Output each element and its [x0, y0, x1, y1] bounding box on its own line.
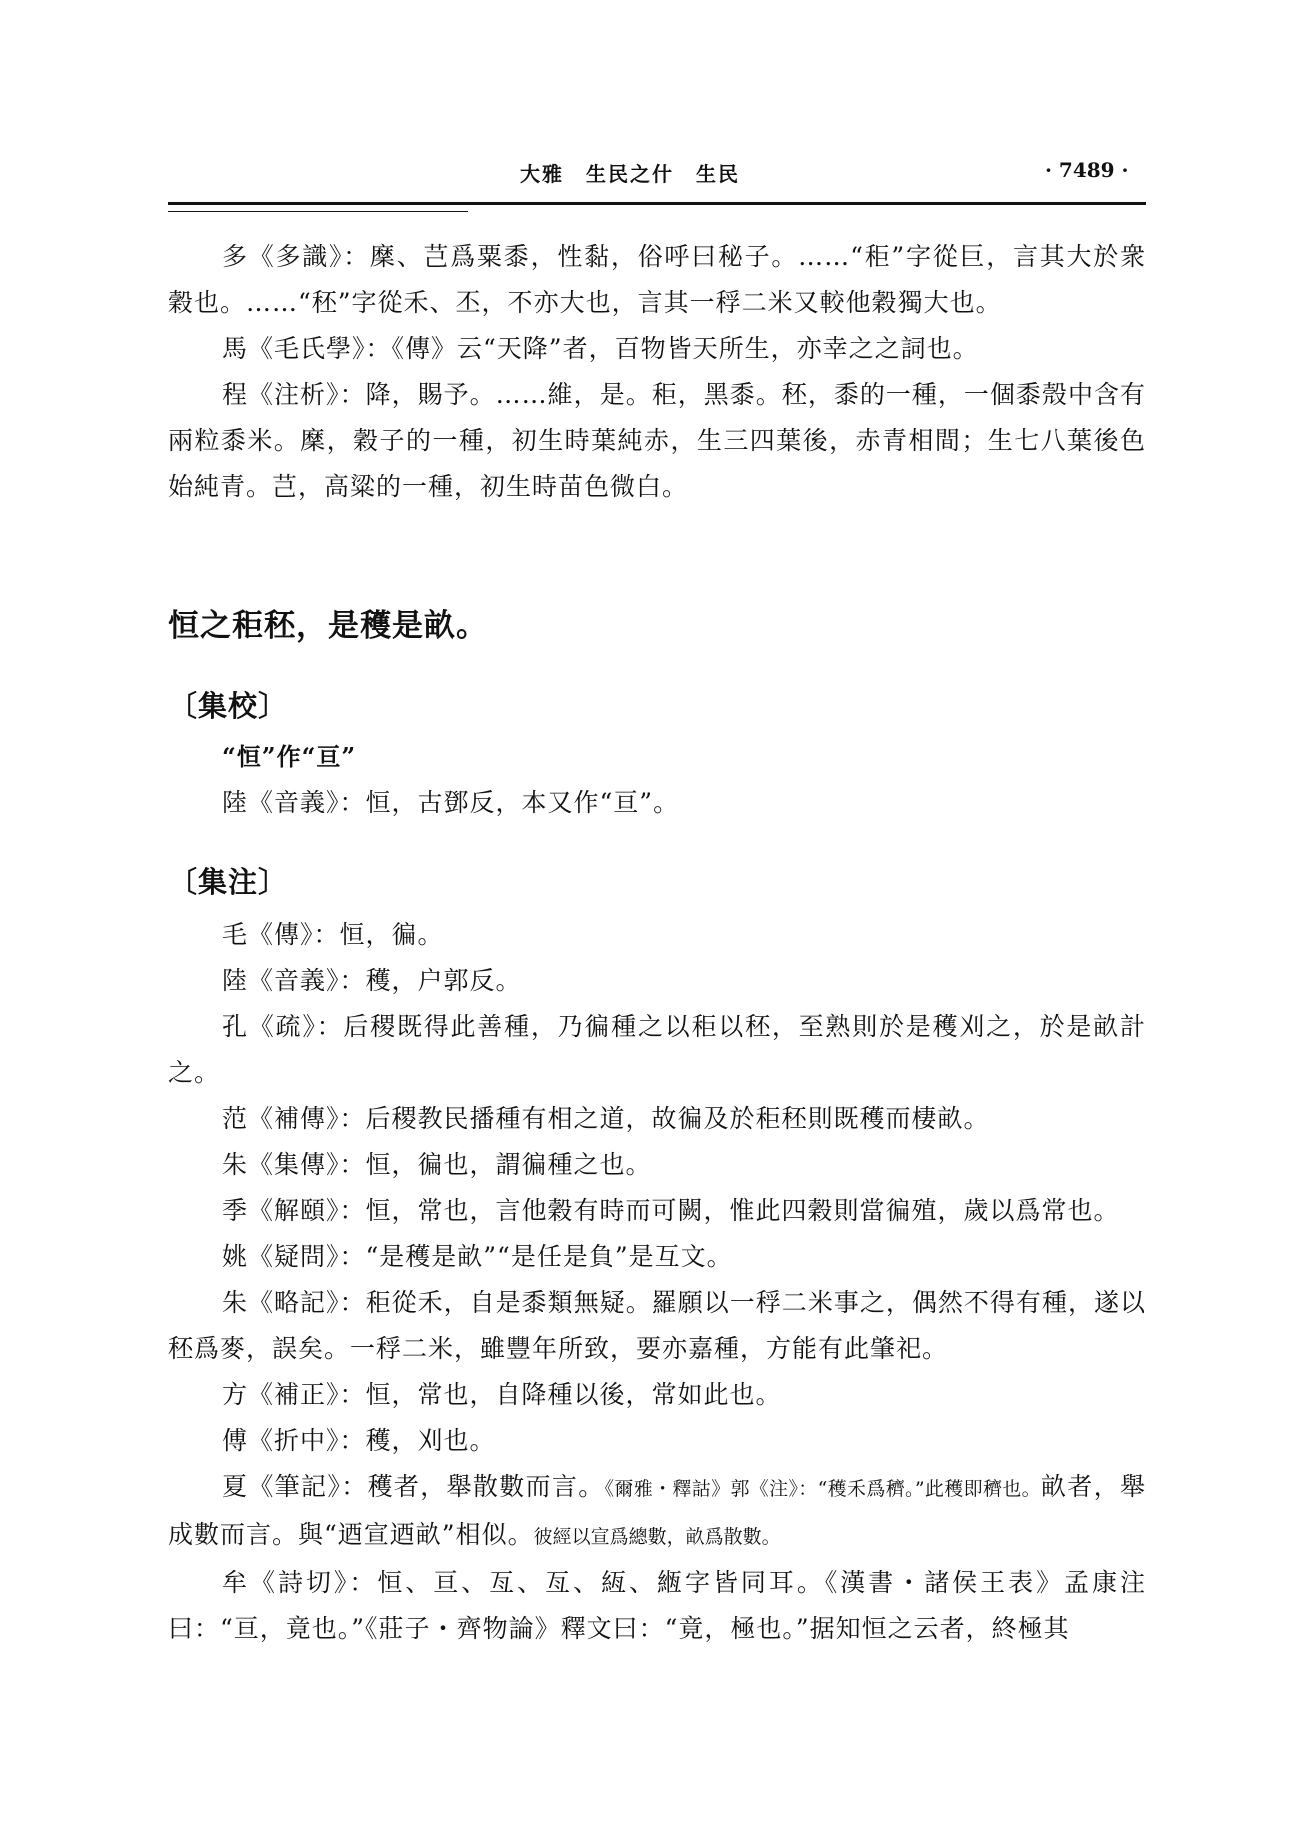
running-head: 大雅 生民之什 生民 — [520, 162, 740, 186]
commentary-paragraph-xia — [168, 1464, 1146, 1560]
commentary-paragraph: 姚《疑問》：“是穫是畝”“是任是負”是互文。 — [222, 1242, 733, 1271]
header-rule — [168, 202, 1146, 205]
commentary-paragraph: 馬《毛氏學》：《傳》云“天降”者，百物皆天所生，亦幸之之詞也。 — [222, 334, 979, 363]
commentary-paragraph: 方《補正》：恒，常也，自降種以後，常如此也。 — [222, 1380, 782, 1409]
verse-line — [168, 604, 1146, 648]
jiaoxiao-subhead: “恒”作“亘” — [222, 742, 357, 771]
commentary-paragraph: 朱《集傳》：恒，徧也，謂徧種之也。 — [222, 1150, 652, 1179]
header-rule-thin — [168, 211, 468, 212]
jiaoxiao-section — [168, 684, 1146, 826]
xia-note-b: 彼經以宣爲總數，畝爲散數。 — [533, 1526, 781, 1548]
commentary-paragraph: 程《注析》：降，賜予。……維，是。秬，黑黍。秠，黍的一種，一個黍殼中含有兩粒黍米。穈，穀子的一種，初生時葉純赤，生三四葉後，赤青相間；生七八葉後色始純青。芑，高粱的一種，初生時苗色微白。 — [168, 380, 1146, 501]
verse-text: 恒之秬秠，是穫是畝。 — [168, 608, 488, 644]
commentary-paragraph: 朱《略記》：秬從禾，自是黍類無疑。羅願以一稃二米事之，偶然不得有種，遂以秠爲麥，誤矣。一稃二米，雖豐年所致，要亦嘉種，方能有此肇祀。 — [168, 1288, 1146, 1363]
page-number: · 7489 · — [1045, 158, 1129, 182]
commentary-paragraph: 孔《疏》：后稷既得此善種，乃徧種之以秬以秠，至熟則於是穫刈之，於是畝計之。 — [168, 1012, 1146, 1087]
section-title-jiaoxiao: 〔集校〕 — [168, 689, 289, 723]
commentary-paragraph: 季《解頤》：恒，常也，言他穀有時而可闕，惟此四穀則當徧殖，歲以爲常也。 — [222, 1196, 1120, 1225]
jizhu-section — [168, 860, 1146, 1652]
commentary-paragraph: 多《多識》：穈、芑爲粟黍，性黏，俗呼曰秘子。……“秬”字從巨，言其大於衆穀也。……“秠”字從禾、丕，不亦大也，言其一稃二米又較他穀獨大也。 — [168, 242, 1146, 317]
section-title-jizhu: 〔集注〕 — [168, 865, 289, 899]
jizhu-body — [168, 912, 1146, 1652]
commentary-paragraph: 陸《音義》：穫，户郭反。 — [222, 966, 522, 995]
commentary-paragraph: 牟《詩切》：恒、亘、亙、亙、絚、緪字皆同耳。《漢書・諸侯王表》孟康注曰：“亘，竟也。”《莊子・齊物論》釋文曰：“竟，極也。”据知恒之云者，終極其 — [168, 1568, 1146, 1643]
commentary-paragraph: 陸《音義》：恒，古鄧反，本又作“亘”。 — [222, 788, 680, 817]
commentary-paragraph: 傅《折中》：穫，刈也。 — [222, 1426, 496, 1455]
xia-note-a: 《爾雅・釋詁》郭《注》：“穫禾爲穧。”此穫即穧也。 — [604, 1478, 1041, 1500]
commentary-paragraph: 毛《傳》：恒，徧。 — [222, 920, 444, 949]
commentary-top — [168, 234, 1146, 510]
commentary-paragraph: 范《補傳》：后稷教民播種有相之道，故徧及於秬秠則既穫而棲畝。 — [222, 1104, 990, 1133]
xia-text-a: 夏《筆記》：穫者，舉散數而言。 — [222, 1472, 605, 1501]
xia-text-b: 畝者，舉成數而言。與“迺宣迺畝”相似。 — [168, 1472, 1146, 1549]
